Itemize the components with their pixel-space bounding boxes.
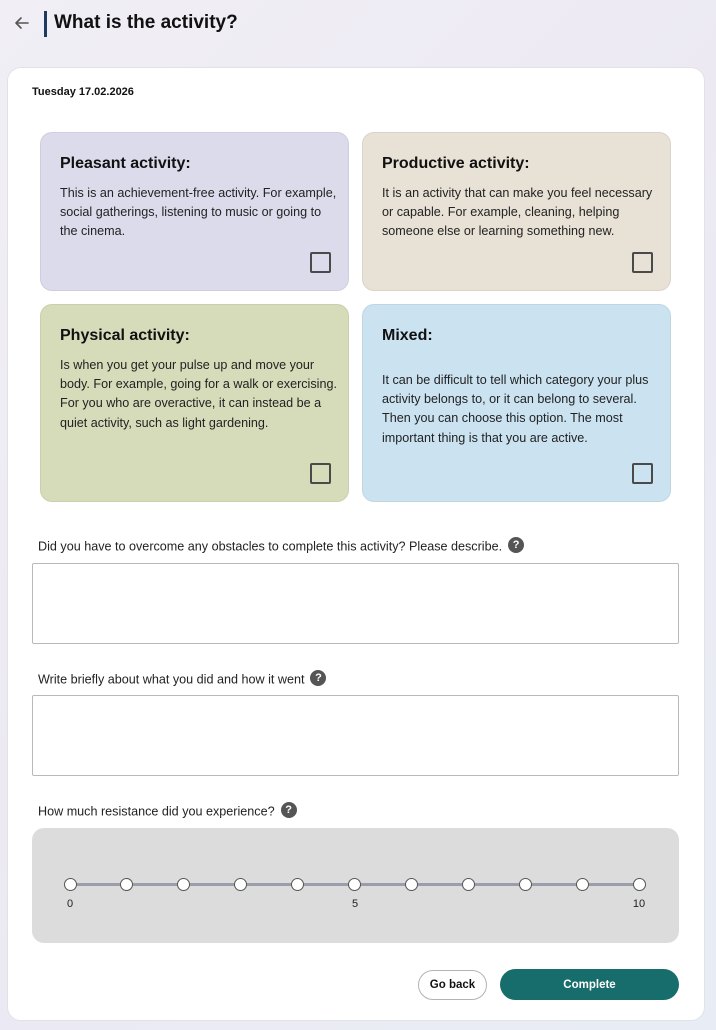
description-question-text: Write briefly about what you did and how it went <box>38 672 305 687</box>
resistance-question-label <box>38 804 297 820</box>
resistance-question-text: How much resistance did you experience? <box>38 804 275 819</box>
slider-stop-0[interactable] <box>64 878 77 891</box>
activity-tile-title: Pleasant activity: <box>60 155 191 172</box>
slider-stop-7[interactable] <box>462 878 475 891</box>
slider-stop-4[interactable] <box>291 878 304 891</box>
slider-stop-10[interactable] <box>633 878 646 891</box>
physical-checkbox[interactable] <box>310 463 331 484</box>
activity-tile-productive[interactable] <box>362 132 671 291</box>
slider-stop-5[interactable] <box>348 878 361 891</box>
activity-tile-mixed[interactable] <box>362 304 671 502</box>
activity-tile-description: Is when you get your pulse up and move your body. For example, going for a walk or exercising. For you who are overactive, it can instead be a quiet activity, such as light gardening. <box>60 358 337 430</box>
help-icon[interactable]: ? <box>310 670 326 686</box>
mixed-checkbox[interactable] <box>632 463 653 484</box>
help-icon[interactable]: ? <box>508 537 524 553</box>
header <box>0 0 716 48</box>
complete-button[interactable]: Complete <box>500 969 679 1000</box>
activity-tile-title: Physical activity: <box>60 327 190 344</box>
pleasant-checkbox[interactable] <box>310 252 331 273</box>
activity-tile-pleasant[interactable] <box>40 132 349 291</box>
slider-stop-3[interactable] <box>234 878 247 891</box>
page-title: What is the activity? <box>54 12 238 33</box>
slider-stop-2[interactable] <box>177 878 190 891</box>
activity-tile-description: It is an activity that can make you feel necessary or capable. For example, cleaning, helping someone else or learning something new. <box>382 186 653 239</box>
slider-stop-1[interactable] <box>120 878 133 891</box>
slider-stop-6[interactable] <box>405 878 418 891</box>
activity-tile-description: This is an achievement-free activity. For example, social gatherings, listening to music or going to the cinema. <box>60 186 337 239</box>
activity-tile-description: It can be difficult to tell which category your plus activity belongs to, or it can belong to several. Then you can choose this option. The most important thing is that you are active. <box>382 373 649 445</box>
title-accent-bar <box>44 11 47 37</box>
description-input[interactable] <box>32 695 679 776</box>
slider-stop-9[interactable] <box>576 878 589 891</box>
activity-tile-title: Mixed: <box>382 327 433 344</box>
description-question-label <box>38 672 326 688</box>
slider-tick-label-min: 0 <box>66 898 74 910</box>
slider-tick-label-max: 10 <box>632 898 646 910</box>
obstacles-input[interactable] <box>32 563 679 644</box>
obstacles-question-label <box>38 539 524 555</box>
activity-tile-physical[interactable] <box>40 304 349 502</box>
slider-stop-8[interactable] <box>519 878 532 891</box>
resistance-slider <box>32 828 679 943</box>
slider-tick-label-mid: 5 <box>351 898 359 910</box>
date-label: Tuesday 17.02.2026 <box>32 86 134 98</box>
arrow-left-icon[interactable] <box>12 13 32 33</box>
productive-checkbox[interactable] <box>632 252 653 273</box>
activity-tile-title: Productive activity: <box>382 155 530 172</box>
go-back-button[interactable]: Go back <box>418 970 487 1000</box>
help-icon[interactable]: ? <box>281 802 297 818</box>
obstacles-question-text: Did you have to overcome any obstacles to complete this activity? Please describe. <box>38 539 503 554</box>
